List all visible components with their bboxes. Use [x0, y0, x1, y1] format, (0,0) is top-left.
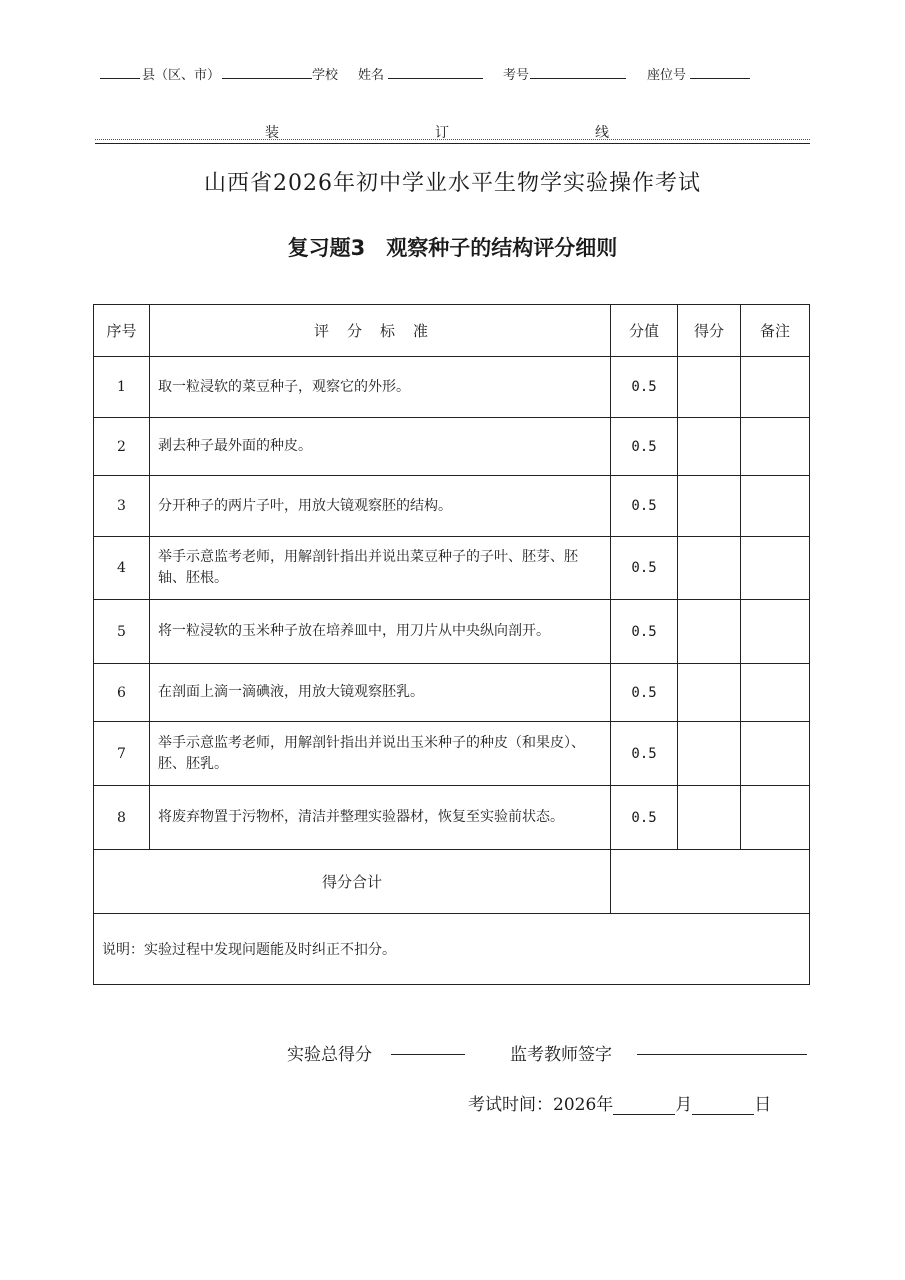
- row-num: 4: [94, 537, 150, 600]
- exam-number-blank[interactable]: [530, 64, 626, 79]
- table-row: [94, 600, 810, 664]
- row-value: 0.5: [611, 786, 678, 850]
- row-score-cell[interactable]: [678, 664, 741, 722]
- table-row: [94, 537, 810, 600]
- row-remark-cell[interactable]: [741, 600, 810, 664]
- month-blank[interactable]: [613, 1100, 675, 1115]
- row-value: 0.5: [611, 600, 678, 664]
- row-remark-cell[interactable]: [741, 537, 810, 600]
- day-label: 日: [754, 1095, 772, 1115]
- teacher-sign-label: 监考教师签字: [510, 1045, 612, 1065]
- school-label: 学校: [312, 68, 339, 83]
- row-value: 0.5: [611, 722, 678, 786]
- seat-number-label: 座位号: [647, 68, 687, 83]
- row-value: 0.5: [611, 664, 678, 722]
- table-row: [94, 786, 810, 850]
- row-criteria: 将废弃物置于污物杯，清洁并整理实验器材，恢复至实验前状态。: [150, 786, 611, 850]
- binding-char-ding: 订: [435, 125, 449, 141]
- exam-subtitle: 复习题3 观察种子的结构评分细则: [287, 236, 618, 260]
- row-value: 0.5: [611, 418, 678, 476]
- table-row: [94, 722, 810, 786]
- header-remark: 备注: [741, 305, 810, 357]
- row-score-cell[interactable]: [678, 476, 741, 537]
- table-row: [94, 418, 810, 476]
- table-header-row: [94, 305, 810, 357]
- row-num: 5: [94, 600, 150, 664]
- solid-divider: [95, 143, 810, 144]
- row-remark-cell[interactable]: [741, 476, 810, 537]
- row-value: 0.5: [611, 476, 678, 537]
- seat-number-blank[interactable]: [690, 64, 750, 79]
- binding-char-xian: 线: [595, 125, 609, 141]
- header-value: 分值: [611, 305, 678, 357]
- name-label: 姓名: [358, 68, 385, 83]
- exam-title: 山西省2026年初中学业水平生物学实验操作考试: [204, 171, 701, 196]
- dotted-divider: [95, 139, 810, 140]
- row-criteria: 取一粒浸软的菜豆种子，观察它的外形。: [150, 357, 611, 418]
- binding-char-zhuang: 装: [265, 125, 279, 141]
- row-num: 2: [94, 418, 150, 476]
- total-score-cell[interactable]: [611, 850, 810, 914]
- header-score: 得分: [678, 305, 741, 357]
- row-remark-cell[interactable]: [741, 357, 810, 418]
- exam-date-line: [468, 1090, 813, 1115]
- row-criteria: 在剖面上滴一滴碘液，用放大镜观察胚乳。: [150, 664, 611, 722]
- row-remark-cell[interactable]: [741, 418, 810, 476]
- total-score-label-footer: 实验总得分: [287, 1045, 372, 1065]
- row-num: 1: [94, 357, 150, 418]
- row-criteria: 将一粒浸软的玉米种子放在培养皿中，用刀片从中央纵向剖开。: [150, 600, 611, 664]
- county-blank[interactable]: [100, 64, 140, 79]
- row-num: 6: [94, 664, 150, 722]
- row-score-cell[interactable]: [678, 357, 741, 418]
- row-num: 3: [94, 476, 150, 537]
- row-remark-cell[interactable]: [741, 722, 810, 786]
- county-label: 县（区、市）: [142, 68, 221, 83]
- exam-number-label: 考号: [503, 68, 530, 83]
- total-score-label: 得分合计: [94, 850, 611, 914]
- school-blank[interactable]: [222, 64, 312, 79]
- header-criteria: 评分标准: [150, 305, 611, 357]
- day-blank[interactable]: [692, 1100, 754, 1115]
- table-row: [94, 664, 810, 722]
- table-note: 说明：实验过程中发现问题能及时纠正不扣分。: [94, 914, 810, 985]
- row-score-cell[interactable]: [678, 418, 741, 476]
- header-num: 序号: [94, 305, 150, 357]
- row-remark-cell[interactable]: [741, 786, 810, 850]
- row-value: 0.5: [611, 537, 678, 600]
- student-info-line: [100, 64, 800, 84]
- total-row: [94, 850, 810, 914]
- row-criteria: 举手示意监考老师，用解剖针指出并说出菜豆种子的子叶、胚芽、胚轴、胚根。: [150, 537, 611, 600]
- name-blank[interactable]: [388, 64, 483, 79]
- scoring-table: [93, 304, 810, 985]
- exam-time-label: 考试时间：2026年: [468, 1095, 614, 1115]
- table-row: [94, 476, 810, 537]
- binding-line: [95, 122, 810, 144]
- table-row: [94, 357, 810, 418]
- row-score-cell[interactable]: [678, 722, 741, 786]
- note-row: [94, 914, 810, 985]
- row-num: 7: [94, 722, 150, 786]
- row-criteria: 举手示意监考老师，用解剖针指出并说出玉米种子的种皮（和果皮）、胚、胚乳。: [150, 722, 611, 786]
- row-criteria: 分开种子的两片子叶，用放大镜观察胚的结构。: [150, 476, 611, 537]
- row-num: 8: [94, 786, 150, 850]
- row-score-cell[interactable]: [678, 600, 741, 664]
- row-value: 0.5: [611, 357, 678, 418]
- row-score-cell[interactable]: [678, 786, 741, 850]
- month-label: 月: [675, 1095, 693, 1115]
- row-remark-cell[interactable]: [741, 664, 810, 722]
- row-criteria: 剥去种子最外面的种皮。: [150, 418, 611, 476]
- row-score-cell[interactable]: [678, 537, 741, 600]
